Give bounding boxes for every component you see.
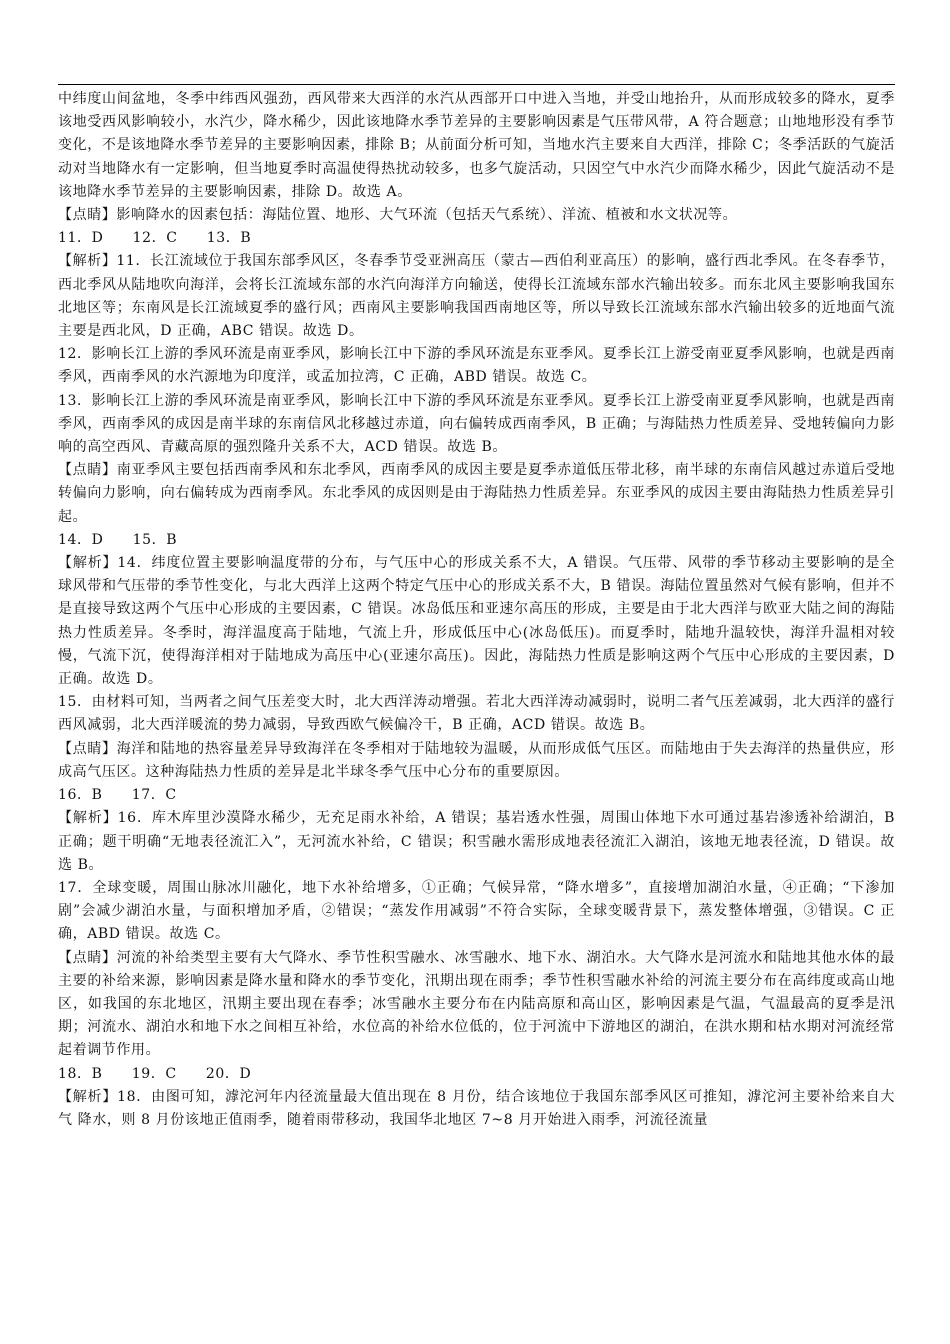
answer-line: 18．B 19．C 20．D <box>58 1065 252 1082</box>
answer-line: 16．B 17．C <box>58 787 177 804</box>
analysis-paragraph: 【解析】11．长江流域位于我国东部季风区，冬春季节受亚洲高压（蒙古—西伯利亚高压）的影响，盛行西北季风。在冬春季节，西北季风从陆地吹向海洋，会将长江流域东部的水汽向海洋方向输送，使得长江流域东部水汽输出较多。而东北风主要影响我国东北地区等；东南风是长江流域夏季的盛行风；西南风主要影响我国西南地区等，所以导致长江流域东部水汽输出较多的近地面气流主要是西北风，D 正确，ABC 错误。故选 D。 <box>58 253 895 340</box>
analysis-paragraph: 【解析】18．由图可知，滹沱河年内径流量最大值出现在 8 月份，结合该地位于我国东部季风区可推知，滹沱河主要补给来自大气 降水，则 8 月份该地正值雨季，随着雨带移动，我国华北地区 7~8 月开始进入雨季，河流径流量 <box>58 1088 895 1128</box>
answer-line: 14．D 15．B <box>58 531 178 548</box>
analysis-paragraph: 15．由材料可知，当两者之间气压差变大时，北大西洋涛动增强。若北大西洋涛动减弱时，说明二者气压差减弱，北大西洋的盛行西风减弱，北大西洋暖流的势力减弱，导致西欧气候偏冷干，B 正确，ACD 错误。故选 B。 <box>58 694 895 734</box>
tip-paragraph: 【点睛】影响降水的因素包括：海陆位置、地形、大气环流（包括天气系统）、洋流、植被和水文状况等。 <box>58 207 738 224</box>
paragraph: 中纬度山间盆地，冬季中纬西风强劲，西风带来大西洋的水汽从西部开口中进入当地，并受山地抬升，从而形成较多的降水，夏季该地受西风影响较小，水汽少，降水稀少，因此该地降水季节差异的主要影响因素是气压带风带，A 符合题意；山地地形没有季节变化，不是该地降水季节差异的主要影响因素，排除 B；从前面分析可知，当地水汽主要来自大西洋，排除 C；冬季活跃的气旋活动对当地降水有一定影响，但当地夏季时高温使得热扰动较多，也多气旋活动，只因空气中水汽少而降水稀少，因此气旋活动不是该地降水季节差异的主要影响因素，排除 D。故选 A。 <box>58 91 895 200</box>
document-body <box>58 88 895 1132</box>
analysis-paragraph: 17．全球变暖，周围山脉冰川融化，地下水补给增多，①正确；气候异常，“降水增多”，直接增加湖泊水量，④正确；“下渗加剧”会减少湖泊水量，与面积增加矛盾，②错误；“蒸发作用减弱”不符合实际，全球变暖背景下，蒸发整体增强，③错误。C 正确，ABD 错误。故选 C。 <box>58 879 895 943</box>
analysis-paragraph: 13．影响长江上游的季风环流是南亚季风，影响长江中下游的季风环流是东亚季风。夏季长江上游受南亚夏季风影响，也就是西南季风，西南季风的成因是南半球的东南信风北移越过赤道，向右偏转成西南季风，B 正确；与海陆热力性质差异、受地转偏向力影响的高空西风、青藏高原的强烈隆升关系不大，ACD 错误。故选 B。 <box>58 392 895 456</box>
tip-paragraph: 【点睛】南亚季风主要包括西南季风和东北季风，西南季风的成因主要是夏季赤道低压带北移，南半球的东南信风越过赤道后受地转偏向力影响，向右偏转成为西南季风。东北季风的成因则是由于海陆热力性质差异。东亚季风的成因主要由海陆热力性质差异引起。 <box>58 462 895 525</box>
analysis-paragraph: 【解析】16．库木库里沙漠降水稀少，无充足雨水补给，A 错误；基岩透水性强，周围山体地下水可通过基岩渗透补给湖泊，B 正确；题干明确“无地表径流汇入”，无河流水补给，C 错误；积雪融水需形成地表径流汇入湖泊，该地无地表径流，D 错误。故选 B。 <box>58 810 895 873</box>
tip-paragraph: 【点睛】河流的补给类型主要有大气降水、季节性积雪融水、冰雪融水、地下水、湖泊水。大气降水是河流水和陆地其他水体的最主要的补给来源，影响因素是降水量和降水的季节变化，汛期出现在雨季；季节性积雪融水补给的河流主要分布在高纬度或高山地区，如我国的东北地区，汛期主要出现在春季；冰雪融水主要分布在内陆高原和高山区，影响因素是气温，气温最高的夏季是汛期；河流水、湖泊水和地下水之间相互补给，水位高的补给水位低的，位于河流中下游地区的湖泊，在洪水期和枯水期对河流经常起着调节作用。 <box>58 949 895 1059</box>
answer-line: 11．D 12．C 13．B <box>58 230 252 247</box>
analysis-paragraph: 12．影响长江上游的季风环流是南亚季风，影响长江中下游的季风环流是东亚季风。夏季长江上游受南亚夏季风影响，也就是西南季风，西南季风的水汽源地为印度洋，或孟加拉湾，C 正确，ABD 错误。故选 C。 <box>58 346 895 386</box>
analysis-paragraph: 【解析】14．纬度位置主要影响温度带的分布，与气压中心的形成关系不大，A 错误。气压带、风带的季节移动主要影响的是全球风带和气压带的季节性变化，与北大西洋上这两个特定气压中心的形成关系不大，B 错误。海陆位置虽然对气候有影响，但并不是直接导致这两个气压中心形成的主要因素，C 错误。冰岛低压和亚速尔高压的形成，主要是由于北大西洋与欧亚大陆之间的海陆热力性质差异。冬季时，海洋温度高于陆地，气流上升，形成低压中心(冰岛低压)。而夏季时，陆地升温较快，海洋升温相对较慢，气流下沉，使得海洋相对于陆地成为高压中心(亚速尔高压)。因此，海陆热力性质是影响这两个气压中心形成的主要因素，D 正确。故选 D。 <box>58 555 895 688</box>
tip-paragraph: 【点睛】海洋和陆地的热容量差异导致海洋在冬季相对于陆地较为温暖，从而形成低气压区。而陆地由于失去海洋的热量供应，形成高气压区。这种海陆热力性质的差异是北半球冬季气压中心分布的重要原因。 <box>58 740 895 780</box>
header-rule <box>58 84 895 85</box>
